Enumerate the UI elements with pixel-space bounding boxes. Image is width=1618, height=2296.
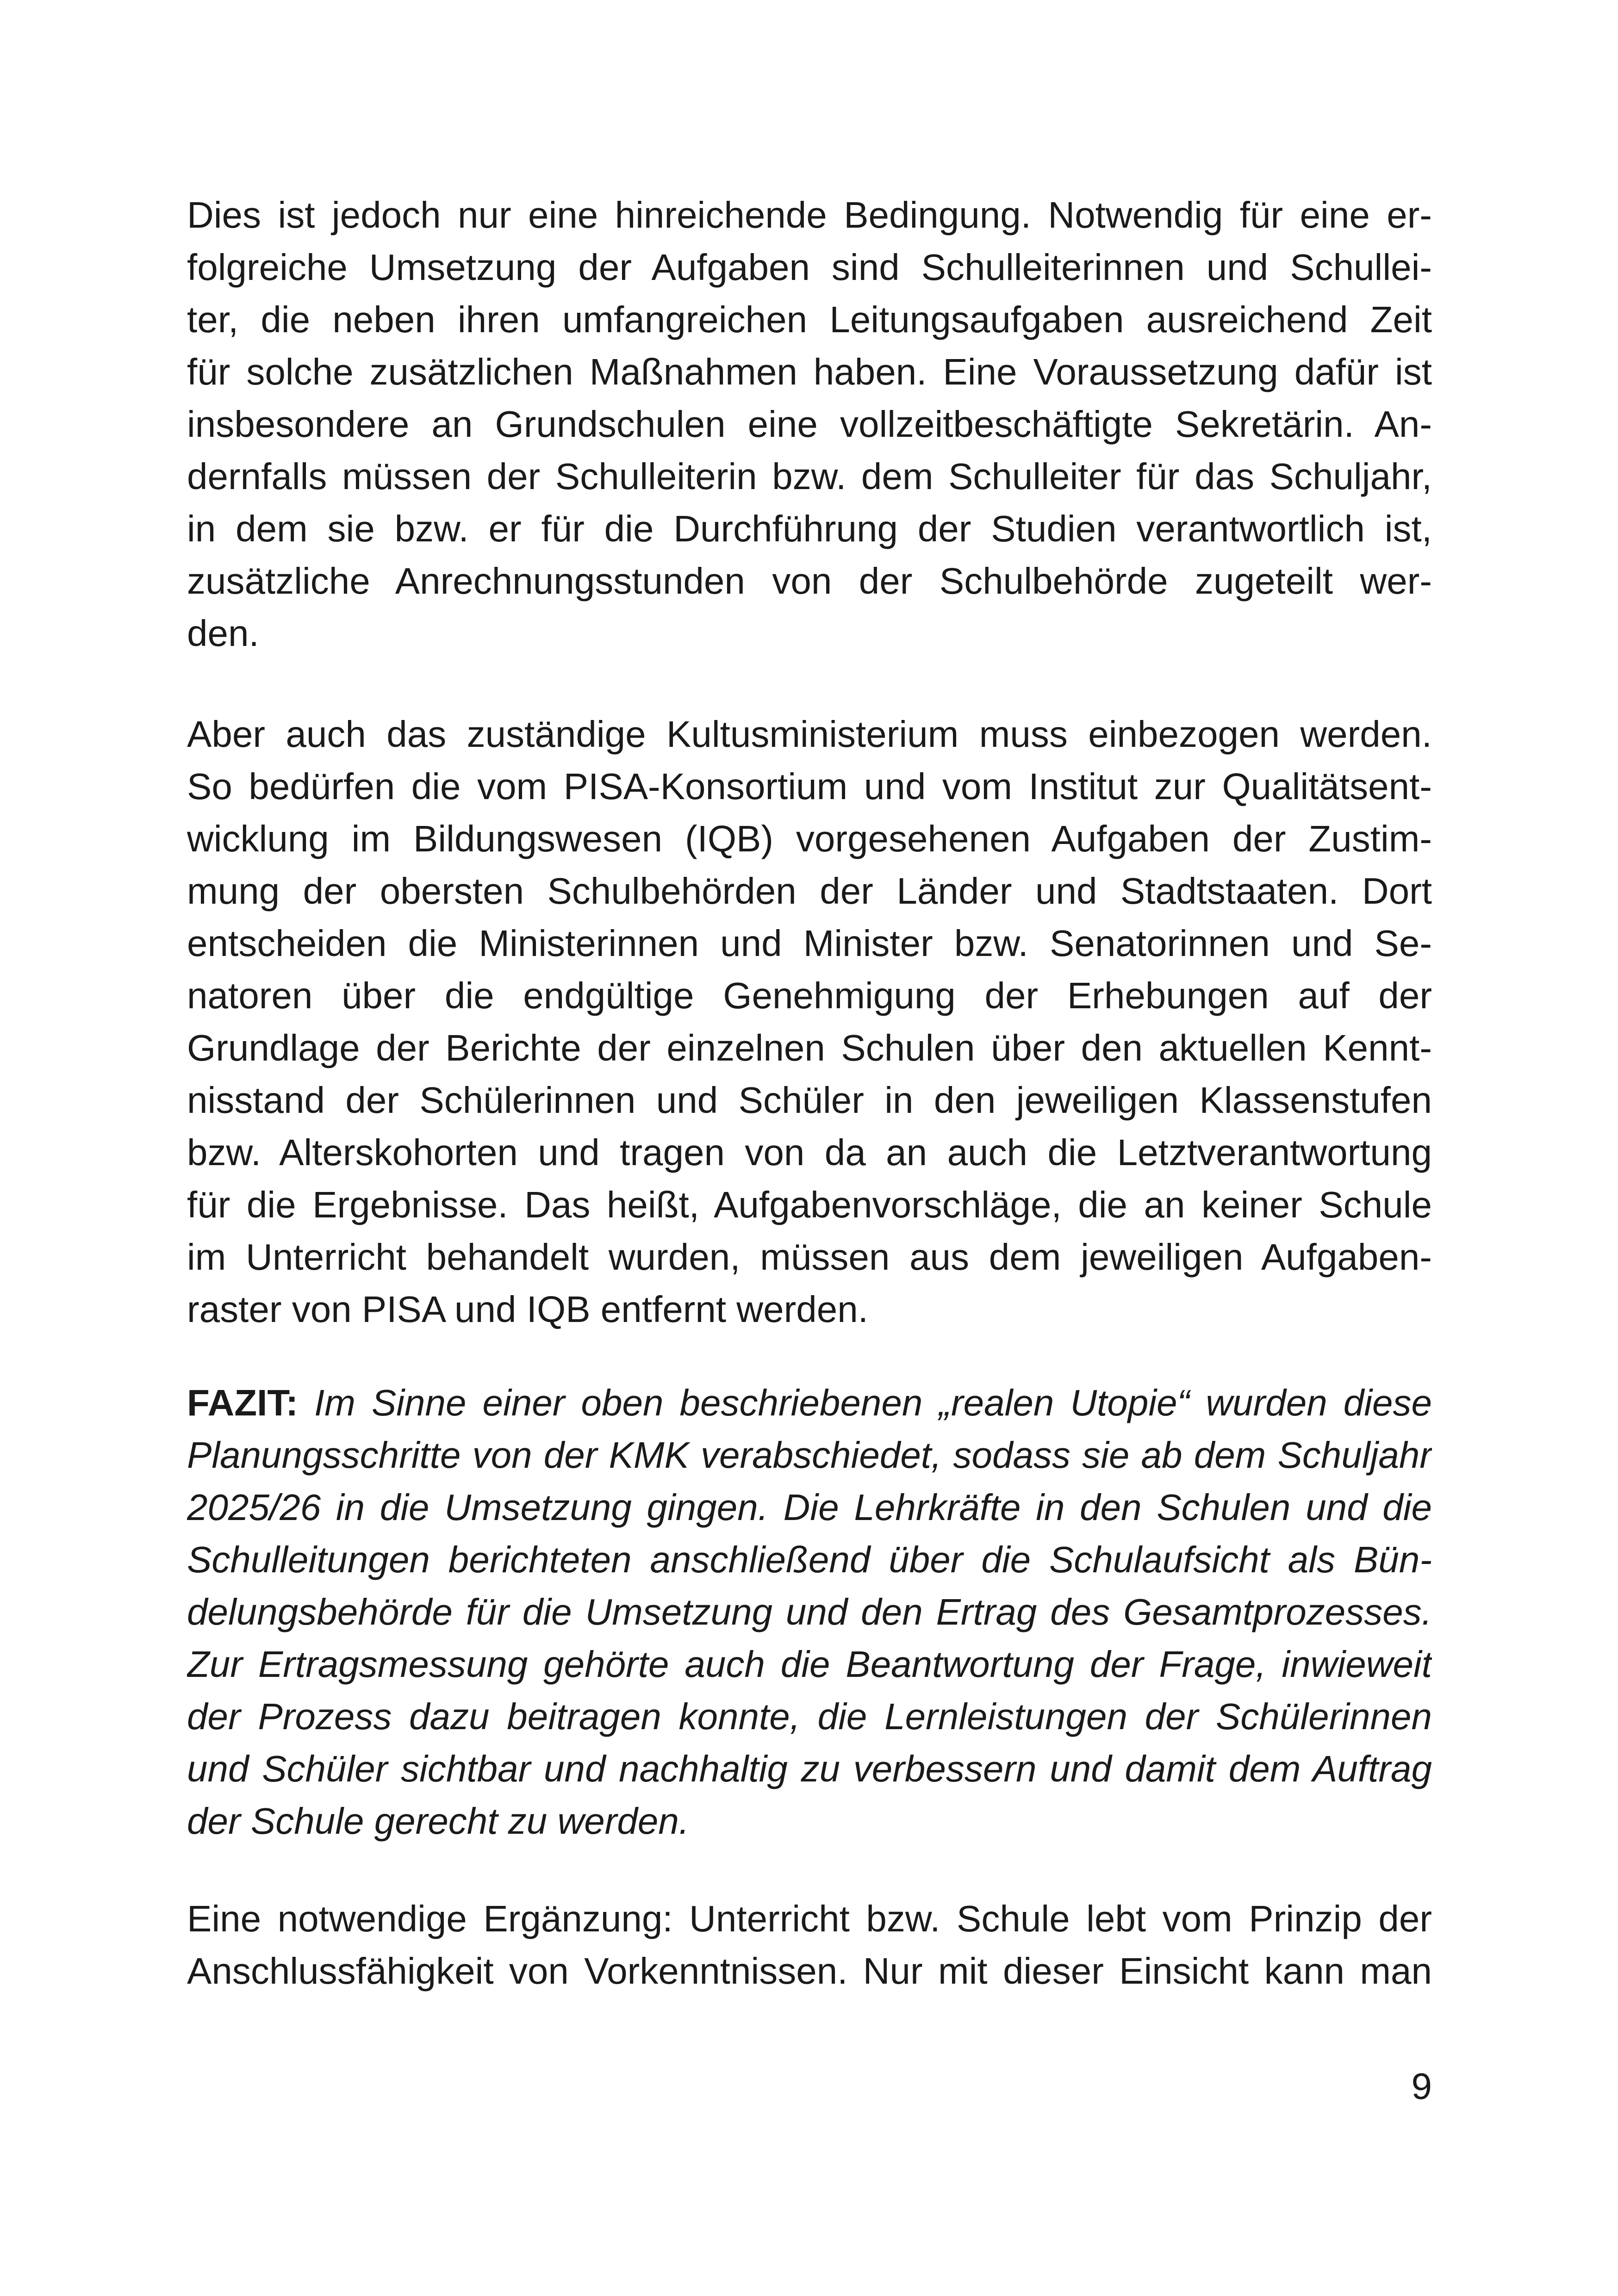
text-line: delungsbehörde für die Umsetzung und den Ertrag des Gesamtprozesses. [187,1591,1432,1632]
paragraph-ministry-involvement [187,708,1432,1335]
text-line: und Schüler sichtbar und nachhaltig zu verbessern und damit dem Auftrag [187,1748,1432,1789]
text-line: natoren über die endgültige Genehmigung der Erhebungen auf der [187,975,1432,1016]
text-line: Dies ist jedoch nur eine hinreichende Bedingung. Notwendig für eine er- [187,194,1432,236]
text-line: folgreiche Umsetzung der Aufgaben sind Schulleiterinnen und Schullei- [187,247,1432,288]
text-line: ter, die neben ihren umfangreichen Leitungsaufgaben ausreichend Zeit [187,299,1432,340]
text-line: mung der obersten Schulbehörden der Länder und Stadtstaaten. Dort [187,870,1432,912]
text-line: der Schule gerecht zu werden. [187,1800,690,1842]
fazit-first-line-text: Im Sinne einer oben beschriebenen „realen Utopie“ wurden diese [298,1382,1432,1423]
text-line: Planungsschritte von der KMK verabschiedet, sodass sie ab dem Schuljahr [187,1434,1432,1476]
text-line: nisstand der Schülerinnen und Schüler in den jeweiligen Klassenstufen [187,1080,1432,1121]
fazit-label: FAZIT: [187,1382,298,1423]
page-number: 9 [1411,2066,1432,2107]
text-line: Anschlussfähigkeit von Vorkenntnissen. Nur mit dieser Einsicht kann man [187,1950,1432,1992]
text-line: entscheiden die Ministerinnen und Minister bzw. Senatorinnen und Se- [187,923,1432,964]
text-line: wicklung im Bildungswesen (IQB) vorgesehenen Aufgaben der Zustim- [187,818,1432,859]
text-line: raster von PISA und IQB entfernt werden. [187,1289,868,1330]
text-line: Eine notwendige Ergänzung: Unterricht bzw. Schule lebt vom Prinzip der [187,1898,1432,1939]
text-line: Grundlage der Berichte der einzelnen Schulen über den aktuellen Kennt- [187,1027,1432,1068]
text-line: So bedürfen die vom PISA-Konsortium und vom Institut zur Qualitätsent- [187,766,1432,807]
paragraph-necessary-addition [187,1893,1432,1997]
text-line: den. [187,613,259,654]
fazit-first-line [187,1377,1432,1429]
text-line: für solche zusätzlichen Maßnahmen haben. Eine Voraussetzung dafür ist [187,351,1432,392]
text-line: Zur Ertragsmessung gehörte auch die Beantwortung der Frage, inwieweit [187,1644,1432,1685]
text-line: im Unterricht behandelt wurden, müssen aus dem jeweiligen Aufgaben- [187,1236,1432,1278]
text-line: Schulleitungen berichteten anschließend über die Schulaufsicht als Bün- [187,1539,1432,1580]
text-line: insbesondere an Grundschulen eine vollzeitbeschäftigte Sekretärin. An- [187,403,1432,445]
text-line: der Prozess dazu beitragen konnte, die Lernleistungen der Schülerinnen [187,1696,1432,1737]
paragraph-fazit [187,1377,1432,1847]
text-line: zusätzliche Anrechnungsstunden von der Schulbehörde zugeteilt wer- [187,560,1432,602]
text-line: in dem sie bzw. er für die Durchführung der Studien verantwortlich ist, [187,508,1432,549]
paragraph-secretariat-requirements [187,189,1432,659]
text-line: Aber auch das zuständige Kultusministerium muss einbezogen werden. [187,714,1432,755]
text-line: für die Ergebnisse. Das heißt, Aufgabenvorschläge, die an keiner Schule [187,1184,1432,1225]
text-line: bzw. Alterskohorten und tragen von da an auch die Letztverantwortung [187,1132,1432,1173]
text-line: dernfalls müssen der Schulleiterin bzw. dem Schulleiter für das Schuljahr, [187,456,1432,497]
text-line: 2025/26 in die Umsetzung gingen. Die Lehrkräfte in den Schulen und die [187,1487,1432,1528]
